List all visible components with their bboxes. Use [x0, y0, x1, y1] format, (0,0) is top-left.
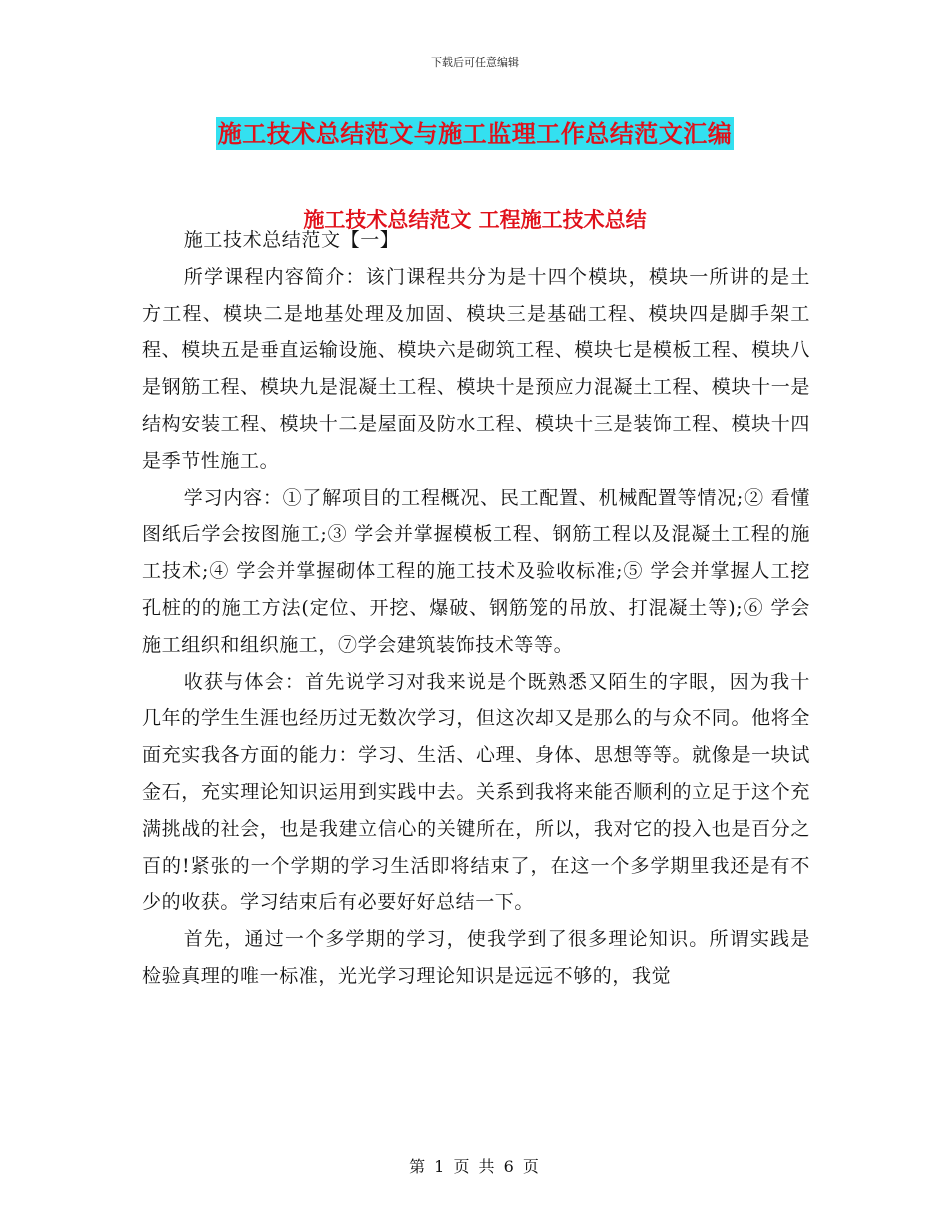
- section-title: 施工技术总结范文 工程施工技术总结: [303, 207, 647, 232]
- document-title: [0, 114, 950, 149]
- section-heading: 施工技术总结范文【一】: [183, 229, 400, 251]
- document-body: [142, 222, 810, 995]
- paragraph-gains: 收获与体会：首先说学习对我来说是个既熟悉又陌生的字眼，因为我十几年的学生生涯也经历过无数次学习，但这次却又是那么的与众不同。他将全面充实我各方面的能力：学习、生活、心理、身体、思想等等。就像是一块试金石，充实理论知识运用到实践中去。关系到我将来能否顺利的立足于这个充满挑战的社会，也是我建立信心的关键所在，所以，我对它的投入也是百分之百的!紧张的一个学期的学习生活即将结束了，在这一个多学期里我还是有不少的收获。学习结束后有必要好好总结一下。: [142, 670, 810, 914]
- document-title-text: 施工技术总结范文与施工监理工作总结范文汇编: [217, 119, 733, 148]
- paragraph-course-intro: 所学课程内容简介：该门课程共分为是十四个模块，模块一所讲的是土方工程、模块二是地基处理及加固、模块三是基础工程、模块四是脚手架工程、模块五是垂直运输设施、模块六是砌筑工程、模块七是模板工程、模块八是钢筋工程、模块九是混凝土工程、模块十是预应力混凝土工程、模块十一是结构安装工程、模块十二是屋面及防水工程、模块十三是装饰工程、模块十四是季节性施工。: [142, 265, 810, 472]
- header-note: 下载后可任意编辑: [431, 56, 519, 69]
- page-footer: 第 1 页 共 6 页: [409, 1157, 541, 1176]
- paragraph-learning-content: 学习内容：①了解项目的工程概况、民工配置、机械配置等情况;② 看懂图纸后学会按图施工;③ 学会并掌握模板工程、钢筋工程以及混凝土工程的施工技术;④ 学会并掌握砌体工程的施工技术及验收标准;⑤ 学会并掌握人工挖孔桩的的施工方法(定位、开挖、爆破、钢筋笼的吊放、打混凝土等);⑥ 学会施工组织和组织施工，⑦学会建筑装饰技术等等。: [142, 486, 810, 656]
- paragraph-first: 首先，通过一个多学期的学习，使我学到了很多理论知识。所谓实践是检验真理的唯一标准，光光学习理论知识是远远不够的，我觉: [142, 928, 810, 987]
